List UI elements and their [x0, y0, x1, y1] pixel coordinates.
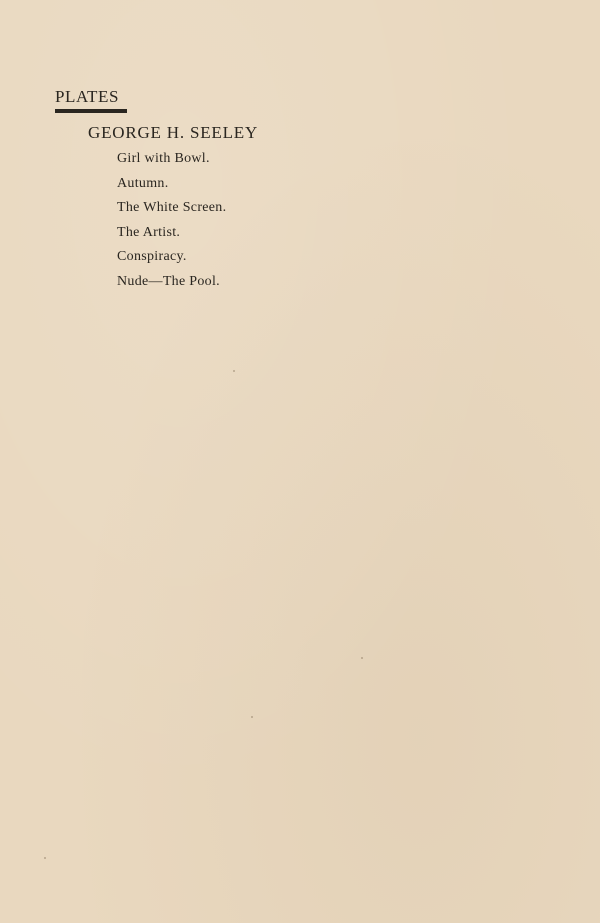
plate-title: Conspiracy.: [117, 249, 187, 265]
paper-speck: [233, 370, 235, 372]
paper-speck: [251, 716, 253, 718]
paper-speck: [44, 857, 46, 859]
plate-title: Nude—The Pool.: [117, 273, 220, 289]
plate-title: The White Screen.: [117, 200, 227, 216]
artist-name: GEORGE H. SEELEY: [88, 123, 259, 142]
heading-underline: [55, 109, 127, 113]
plate-title: Autumn.: [117, 175, 169, 191]
paper-speck: [361, 657, 363, 659]
section-heading: PLATES: [55, 87, 120, 106]
plate-title: Girl with Bowl.: [117, 151, 210, 166]
plate-title: The Artist.: [117, 224, 181, 240]
